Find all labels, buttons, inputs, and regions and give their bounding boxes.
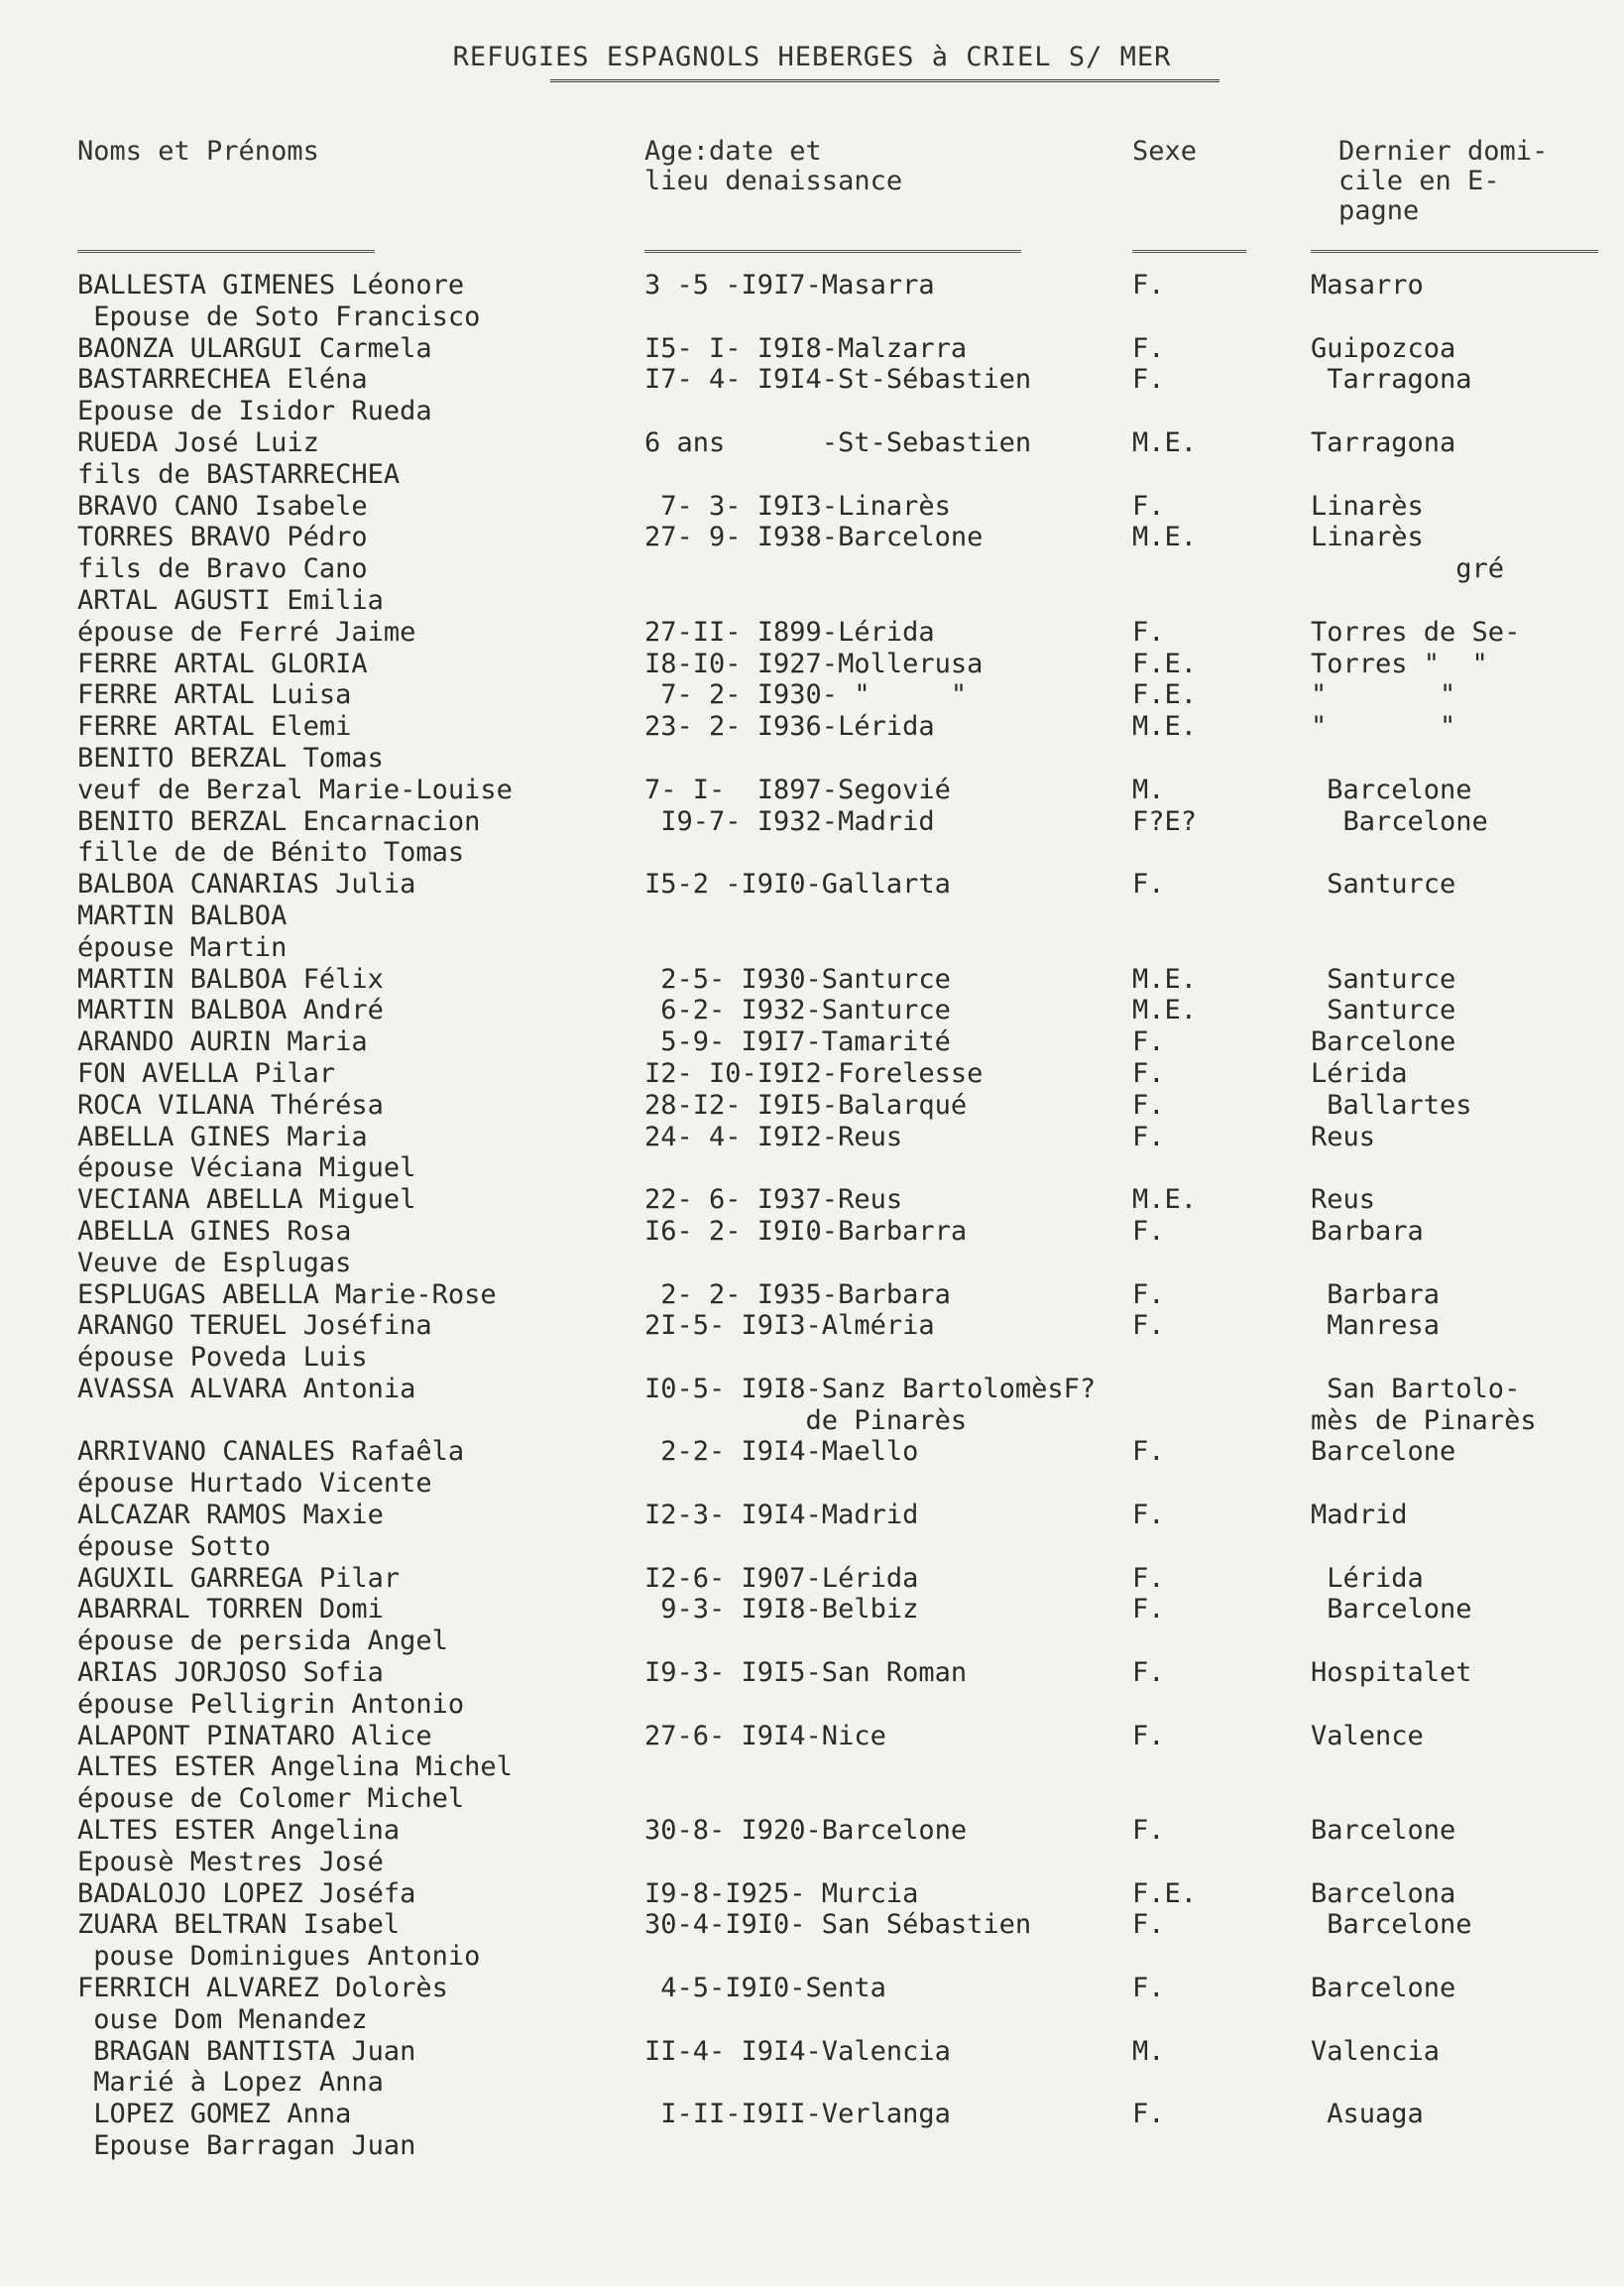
header-name: Noms et Prénoms <box>77 136 319 167</box>
row-sex: F. <box>1132 616 1165 648</box>
table-row <box>0 2099 1624 2130</box>
table-row <box>0 1184 1624 1216</box>
table-row <box>0 427 1624 459</box>
row-name: BAONZA ULARGUI Carmela <box>77 332 432 364</box>
header-rule-name <box>77 250 375 253</box>
table-row <box>0 1436 1624 1468</box>
row-home: mès de Pinarès <box>1311 1404 1537 1436</box>
row-sex: F. <box>1132 1436 1165 1468</box>
row-name: BRAVO CANO Isabele <box>77 490 368 522</box>
row-sex: F. <box>1132 869 1165 901</box>
table-row <box>0 301 1624 333</box>
row-birth: I2- I0-I9I2-Forelesse <box>644 1057 984 1089</box>
row-name: ARTAL AGUSTI Emilia <box>77 584 384 616</box>
row-home: " " <box>1311 679 1456 711</box>
table-row <box>0 553 1624 585</box>
header-birth: Age:date et lieu denaissance <box>644 136 903 196</box>
row-sex: F. <box>1132 1121 1165 1152</box>
table-row <box>0 1500 1624 1531</box>
row-name: MARTIN BALBOA André <box>77 995 384 1026</box>
row-birth: I9-8-I925- Murcia <box>644 1877 919 1909</box>
row-home: Lérida <box>1311 1057 1408 1089</box>
row-birth: I0-5- I9I8-Sanz BartolomèsF? <box>644 1373 1097 1404</box>
row-name: FERRE ARTAL GLORIA <box>77 648 368 679</box>
row-birth: 22- 6- I937-Reus <box>644 1184 903 1216</box>
row-name: Epouse de Soto Francisco <box>77 301 481 332</box>
row-home: Barcelone <box>1311 1909 1472 1941</box>
row-sex: F. <box>1132 490 1165 522</box>
row-home: Asuaga <box>1311 2099 1424 2130</box>
table-row <box>0 743 1624 775</box>
row-birth: I-II-I9II-Verlanga <box>644 2099 951 2130</box>
row-sex: F.E. <box>1132 1877 1198 1909</box>
table-row <box>0 522 1624 553</box>
row-home: Barbara <box>1311 1278 1441 1310</box>
row-sex: F. <box>1132 1215 1165 1247</box>
row-home: Valencia <box>1311 2035 1441 2067</box>
row-sex: F. <box>1132 1089 1165 1121</box>
row-birth: 27-6- I9I4-Nice <box>644 1720 886 1751</box>
row-birth: 3 -5 -I9I7-Masarra <box>644 270 935 301</box>
row-name: fils de Bravo Cano <box>77 553 368 585</box>
row-birth: 6 ans -St-Sebastien <box>644 426 1032 458</box>
row-home: Madrid <box>1311 1500 1408 1531</box>
row-name: ALCAZAR RAMOS Maxie <box>77 1500 384 1531</box>
header-rule-birth <box>644 250 1021 253</box>
table-row <box>0 869 1624 901</box>
row-name: FON AVELLA Pilar <box>77 1057 336 1089</box>
row-birth: II-4- I9I4-Valencia <box>644 2035 951 2067</box>
row-name: VECIANA ABELLA Miguel <box>77 1184 416 1216</box>
row-home: Hospitalet <box>1311 1657 1472 1689</box>
row-home: Barcelone <box>1311 1815 1456 1847</box>
row-name: MARTIN BALBOA Félix <box>77 963 384 995</box>
row-sex: M.E. <box>1132 963 1198 995</box>
row-home: Barcelona <box>1311 1877 1456 1909</box>
row-birth: 2-5- I930-Santurce <box>644 963 951 995</box>
row-name: ARRIVANO CANALES Rafaêla <box>77 1436 465 1468</box>
row-name: MARTIN BALBOA <box>77 900 288 931</box>
table-row <box>0 2004 1624 2036</box>
row-name: ARIAS JORJOSO Sofia <box>77 1657 384 1689</box>
table-row <box>0 2130 1624 2162</box>
row-name: AGUXIL GARREGA Pilar <box>77 1562 401 1594</box>
row-sex: F. <box>1132 1310 1165 1342</box>
table-row <box>0 806 1624 838</box>
row-name: ARANGO TERUEL Joséfina <box>77 1310 432 1342</box>
row-birth: 7- 3- I9I3-Linarès <box>644 490 951 522</box>
row-sex: F. <box>1132 1057 1165 1089</box>
row-sex: F. <box>1132 1500 1165 1531</box>
row-name: ALTES ESTER Angelina Michel <box>77 1751 513 1783</box>
row-name: pouse Dominigues Antonio <box>77 1941 481 1973</box>
table-row <box>0 964 1624 996</box>
row-name: Epousè Mestres José <box>77 1846 384 1877</box>
row-sex: F.E. <box>1132 679 1198 711</box>
table-row <box>0 1310 1624 1342</box>
row-name: ALTES ESTER Angelina <box>77 1815 401 1847</box>
table-row <box>0 1405 1624 1437</box>
table-row <box>0 901 1624 932</box>
row-home: Santurce <box>1311 869 1456 901</box>
row-name: Epouse de Isidor Rueda <box>77 396 432 427</box>
row-name: épouse de persida Angel <box>77 1625 448 1657</box>
row-name: ESPLUGAS ABELLA Marie-Rose <box>77 1278 497 1310</box>
row-sex: F. <box>1132 1909 1165 1941</box>
row-name: BENITO BERZAL Encarnacion <box>77 805 481 837</box>
table-row <box>0 459 1624 491</box>
row-birth: de Pinarès <box>644 1404 968 1436</box>
table-row <box>0 711 1624 743</box>
row-home: San Bartolo- <box>1311 1373 1521 1404</box>
row-name: épouse Martin <box>77 931 288 963</box>
row-birth: 27- 9- I938-Barcelone <box>644 522 984 553</box>
row-name: épouse Sotto <box>77 1530 272 1562</box>
row-home: Reus <box>1311 1184 1376 1216</box>
row-home: Santurce <box>1311 995 1456 1026</box>
row-name: FERRE ARTAL Elemi <box>77 711 352 743</box>
row-name: BASTARRECHEA Eléna <box>77 364 368 396</box>
row-home: Ballartes <box>1311 1089 1472 1121</box>
row-sex: M. <box>1132 774 1165 805</box>
row-name: épouse de Colomer Michel <box>77 1783 465 1815</box>
row-birth: 28-I2- I9I5-Balarqué <box>644 1089 968 1121</box>
table-row <box>0 1152 1624 1184</box>
row-home: Torres " " <box>1311 648 1488 679</box>
row-birth: 2- 2- I935-Barbara <box>644 1278 951 1310</box>
table-row <box>0 649 1624 680</box>
row-sex: F. <box>1132 1562 1165 1594</box>
header-rule-sex <box>1132 250 1246 253</box>
row-home: gré <box>1311 553 1505 585</box>
table-row <box>0 333 1624 365</box>
table-row <box>0 491 1624 523</box>
row-name: FERRE ARTAL Luisa <box>77 679 352 711</box>
row-name: ZUARA BELTRAN Isabel <box>77 1909 401 1941</box>
row-birth: 2I-5- I9I3-Alméria <box>644 1310 935 1342</box>
row-home: Barcelone <box>1311 805 1488 837</box>
row-home: Reus <box>1311 1121 1376 1152</box>
row-birth: I6- 2- I9I0-Barbarra <box>644 1215 968 1247</box>
row-name: Marié à Lopez Anna <box>77 2067 384 2099</box>
row-sex: F. <box>1132 332 1165 364</box>
row-birth: 5-9- I9I7-Tamarité <box>644 1026 951 1058</box>
row-birth: 2-2- I9I4-Maello <box>644 1436 919 1468</box>
row-name: ALAPONT PINATARO Alice <box>77 1720 432 1751</box>
row-name: ouse Dom Menandez <box>77 2003 368 2035</box>
table-row <box>0 775 1624 806</box>
row-birth: 30-8- I920-Barcelone <box>644 1815 968 1847</box>
row-name: BALBOA CANARIAS Julia <box>77 869 416 901</box>
table-row <box>0 679 1624 711</box>
table-row <box>0 1751 1624 1783</box>
row-name: Veuve de Esplugas <box>77 1247 352 1278</box>
table-row <box>0 1973 1624 2004</box>
row-name: ARANDO AURIN Maria <box>77 1026 368 1058</box>
row-name: ROCA VILANA Thérésa <box>77 1089 384 1121</box>
table-row <box>0 1216 1624 1248</box>
row-home: Valence <box>1311 1720 1424 1751</box>
row-birth: I9-7- I932-Madrid <box>644 805 935 837</box>
row-home: Lérida <box>1311 1562 1424 1594</box>
row-home: Linarès <box>1311 490 1424 522</box>
row-birth: I5-2 -I9I0-Gallarta <box>644 869 951 901</box>
row-name: épouse Véciana Miguel <box>77 1152 416 1184</box>
table-row <box>0 932 1624 964</box>
table-row <box>0 1689 1624 1721</box>
header-rule-home <box>1311 250 1598 253</box>
row-birth: 6-2- I932-Santurce <box>644 995 951 1026</box>
table-row <box>0 1058 1624 1090</box>
row-home: Barcelone <box>1311 1973 1456 2004</box>
row-birth: 7- 2- I930- " " <box>644 679 968 711</box>
row-name: BALLESTA GIMENES Léonore <box>77 270 465 301</box>
table-row <box>0 1941 1624 1973</box>
row-name: AVASSA ALVARA Antonia <box>77 1373 416 1404</box>
row-home: " " <box>1311 711 1456 743</box>
row-birth: 4-5-I9I0-Senta <box>644 1973 886 2004</box>
table-row <box>0 1625 1624 1657</box>
row-name: veuf de Berzal Marie-Louise <box>77 774 513 805</box>
row-name: épouse de Ferré Jaime <box>77 616 416 648</box>
table-row <box>0 1909 1624 1941</box>
row-name: TORRES BRAVO Pédro <box>77 522 368 553</box>
row-birth: 27-II- I899-Lérida <box>644 616 935 648</box>
table-row <box>0 1090 1624 1122</box>
table-row <box>0 1878 1624 1910</box>
row-name: BENITO BERZAL Tomas <box>77 742 384 774</box>
row-name: BADALOJO LOPEZ Joséfa <box>77 1877 416 1909</box>
table-row <box>0 1783 1624 1815</box>
row-home: Manresa <box>1311 1310 1441 1342</box>
row-birth: I2-6- I907-Lérida <box>644 1562 919 1594</box>
row-sex: F. <box>1132 1973 1165 2004</box>
table-row <box>0 1468 1624 1500</box>
row-name: épouse Hurtado Vicente <box>77 1468 432 1500</box>
row-name: épouse Pelligrin Antonio <box>77 1688 465 1720</box>
row-sex: F. <box>1132 364 1165 396</box>
row-birth: 23- 2- I936-Lérida <box>644 711 935 743</box>
table-row <box>0 1657 1624 1689</box>
row-home: Guipozcoa <box>1311 332 1456 364</box>
row-birth: I9-3- I9I5-San Roman <box>644 1657 968 1689</box>
row-name: Epouse Barragan Juan <box>77 2130 416 2162</box>
row-sex: M. <box>1132 2035 1165 2067</box>
row-name: fille de de Bénito Tomas <box>77 837 465 869</box>
row-sex: F. <box>1132 1594 1165 1625</box>
table-row <box>0 1279 1624 1311</box>
row-home: Linarès <box>1311 522 1424 553</box>
row-name: ABELLA GINES Maria <box>77 1121 368 1152</box>
table-row <box>0 995 1624 1026</box>
table-row <box>0 2036 1624 2068</box>
table-row <box>0 1342 1624 1374</box>
table-row <box>0 1374 1624 1405</box>
row-sex: F. <box>1132 2099 1165 2130</box>
row-home: Barcelone <box>1311 1436 1456 1468</box>
row-birth: 30-4-I9I0- San Sébastien <box>644 1909 1032 1941</box>
row-birth: I5- I- I9I8-Malzarra <box>644 332 968 364</box>
row-name: épouse Poveda Luis <box>77 1342 368 1374</box>
table-row <box>0 1248 1624 1279</box>
row-sex: M.E. <box>1132 522 1198 553</box>
row-name: LOPEZ GOMEZ Anna <box>77 2099 352 2130</box>
row-sex: F. <box>1132 1657 1165 1689</box>
row-sex: M.E. <box>1132 426 1198 458</box>
table-row <box>0 2067 1624 2099</box>
table-row <box>0 1531 1624 1563</box>
row-sex: F. <box>1132 1026 1165 1058</box>
table-row <box>0 1026 1624 1058</box>
title-underline <box>550 79 1219 82</box>
row-home: Barcelone <box>1311 774 1472 805</box>
row-sex: F. <box>1132 1720 1165 1751</box>
header-sex: Sexe <box>1132 136 1198 167</box>
table-row <box>0 585 1624 617</box>
row-sex: F.E. <box>1132 648 1198 679</box>
table-row <box>0 837 1624 869</box>
row-name: BRAGAN BANTISTA Juan <box>77 2035 416 2067</box>
row-sex: F. <box>1132 1278 1165 1310</box>
table-row <box>0 617 1624 649</box>
row-home: Tarragona <box>1311 364 1472 396</box>
row-sex: F?E? <box>1132 805 1198 837</box>
row-home: Tarragona <box>1311 426 1456 458</box>
table-row <box>0 396 1624 427</box>
row-sex: M.E. <box>1132 1184 1198 1216</box>
row-name: fils de BASTARRECHEA <box>77 458 401 490</box>
row-home: Barbara <box>1311 1215 1424 1247</box>
row-name: ABELLA GINES Rosa <box>77 1215 352 1247</box>
row-name: FERRICH ALVAREZ Dolorès <box>77 1973 448 2004</box>
refugee-list <box>0 270 1624 2162</box>
row-birth: 24- 4- I9I2-Reus <box>644 1121 903 1152</box>
row-sex: F. <box>1132 270 1165 301</box>
table-row <box>0 1815 1624 1847</box>
row-birth: 9-3- I9I8-Belbiz <box>644 1594 919 1625</box>
row-birth: I2-3- I9I4-Madrid <box>644 1500 919 1531</box>
row-sex: M.E. <box>1132 711 1198 743</box>
row-birth: 7- I- I897-Segovié <box>644 774 951 805</box>
row-name: RUEDA José Luiz <box>77 426 319 458</box>
row-home: Barcelone <box>1311 1026 1456 1058</box>
row-birth: I7- 4- I9I4-St-Sébastien <box>644 364 1032 396</box>
table-row <box>0 1563 1624 1595</box>
row-home: Torres de Se- <box>1311 616 1521 648</box>
row-home: Santurce <box>1311 963 1456 995</box>
table-row <box>0 1594 1624 1625</box>
row-name: ABARRAL TORREN Domi <box>77 1594 384 1625</box>
table-row <box>0 1721 1624 1752</box>
table-row <box>0 364 1624 396</box>
row-sex: M.E. <box>1132 995 1198 1026</box>
table-row <box>0 1122 1624 1153</box>
document-title: REFUGIES ESPAGNOLS HEBERGES à CRIEL S/ MER <box>452 42 1172 72</box>
row-birth: I8-I0- I927-Mollerusa <box>644 648 984 679</box>
header-home: Dernier domi- cile en E- pagne <box>1338 136 1549 226</box>
row-home: Barcelone <box>1311 1594 1472 1625</box>
row-home: Masarro <box>1311 270 1424 301</box>
table-row <box>0 1847 1624 1878</box>
table-row <box>0 270 1624 301</box>
row-sex: F. <box>1132 1815 1165 1847</box>
